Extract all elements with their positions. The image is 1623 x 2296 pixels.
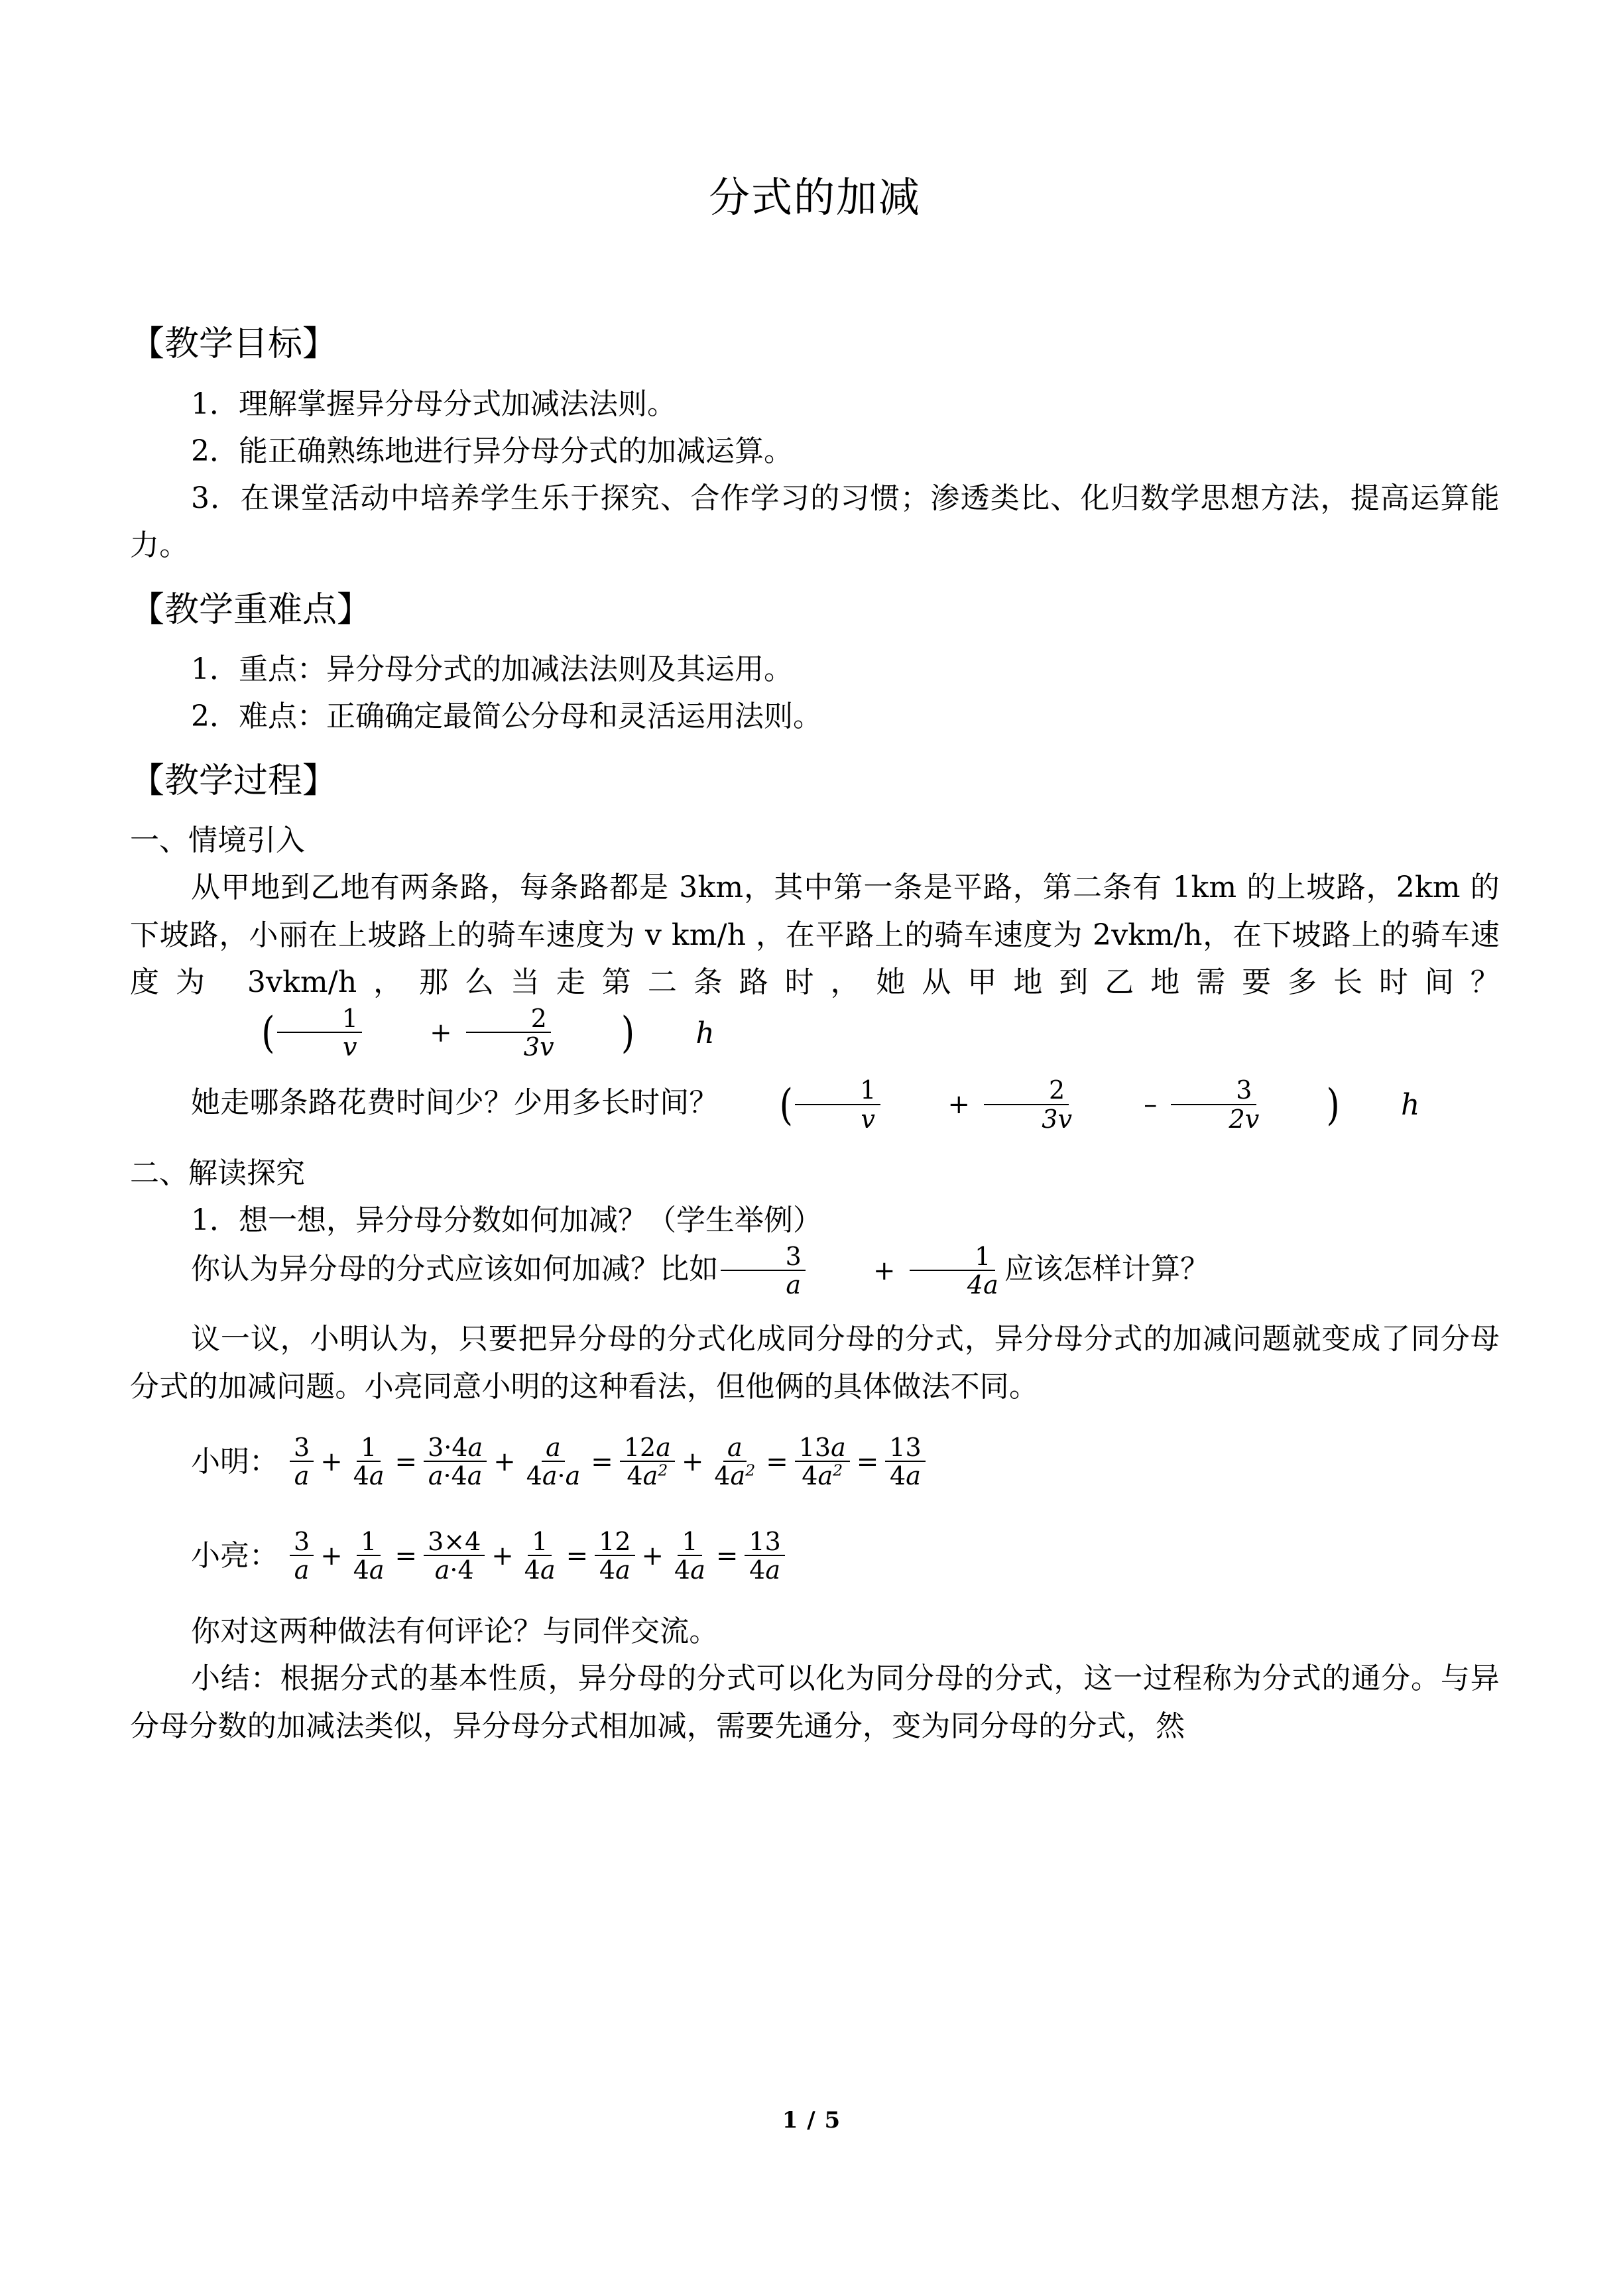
formula2-close-paren: ) <box>1326 1080 1341 1130</box>
fraction-numerator: 13a <box>795 1435 850 1462</box>
word-problem-text: 从甲地到乙地有两条路，每条路都是 3km，其中第一条是平路，第二条有 1km 的上坡路，2km 的下坡路，小丽在上坡路上的骑车速度为 v km/h ，在平路上的骑车速度为 2vkm/h，在下坡路上的骑车速度为 3vkm/h，那么当走第二条路时，她从甲地到乙地需要多长时间？ <box>130 871 1500 999</box>
fraction-numerator: 3·4a <box>424 1435 487 1462</box>
equation-operator: + <box>681 1446 704 1477</box>
fraction-numerator: 3 <box>290 1529 314 1556</box>
fraction-denominator: a·4 <box>434 1555 474 1585</box>
fraction-denominator: 4a <box>890 1461 921 1490</box>
formula1-open-paren: ( <box>261 1008 275 1058</box>
word-problem-question-2 <box>130 1077 1500 1132</box>
fraction-denominator: a·4a <box>428 1461 483 1490</box>
equation-fraction-11 <box>670 1526 709 1585</box>
fraction-denominator: 4a·a <box>526 1461 581 1490</box>
equation-operator: = <box>591 1446 613 1477</box>
fraction-numerator: a <box>542 1435 565 1462</box>
equation-fraction-13 <box>795 1432 850 1490</box>
formula2-term-2: $\frac{2}{3v}$ <box>977 1077 1076 1132</box>
fraction-numerator: a <box>723 1435 747 1462</box>
equation-fraction-3 <box>349 1526 389 1585</box>
equation-operator: + <box>320 1446 343 1477</box>
fraction-numerator: 3×4 <box>424 1529 485 1556</box>
section-heading-key-points: 【教学重难点】 <box>130 589 372 630</box>
fraction-denominator: $4a^2$ <box>714 1461 756 1490</box>
key-point-item-1: 1．重点：异分母分式的加减法法则及其运用。 <box>191 652 793 687</box>
fraction-numerator: 1 <box>528 1529 552 1556</box>
process-part-two-label: 二、解读探究 <box>130 1156 305 1190</box>
fraction-numerator: 1 <box>357 1529 381 1556</box>
section-heading-objectives: 【教学目标】 <box>130 324 337 365</box>
section-heading-process: 【教学过程】 <box>130 760 337 801</box>
equation-fraction-11 <box>710 1432 759 1490</box>
fraction-denominator: $4a^2$ <box>627 1461 668 1490</box>
question-2-text: 她走哪条路花费时间少？少用多长时间？ <box>191 1086 719 1120</box>
page-title: 分式的加减 <box>708 173 921 221</box>
fraction-denominator: 4a <box>749 1555 781 1585</box>
equation-operator: = <box>394 1446 418 1477</box>
fraction-numerator: 13 <box>745 1529 784 1556</box>
fraction-denominator: a <box>294 1555 310 1585</box>
example-term-1: $\frac{3}{a}$ <box>721 1244 806 1298</box>
formula2-open-paren: ( <box>779 1080 794 1130</box>
fraction-numerator: 1 <box>357 1435 381 1462</box>
fraction-denominator: 4a <box>353 1461 385 1490</box>
formula1-close-paren: ) <box>621 1008 635 1058</box>
objective-item-1: 1．理解掌握异分母分式加减法法则。 <box>191 387 676 421</box>
equation-xiaoliang <box>130 1514 1500 1599</box>
equation-operator: = <box>394 1540 418 1571</box>
objective-item-2: 2．能正确熟练地进行异分母分式的加减运算。 <box>191 434 793 468</box>
objective-item-3: 3．在课堂活动中培养学生乐于探究、合作学习的习惯；渗透类比、化归数学思想方法，提高运算能力。 <box>130 481 1500 563</box>
fraction-denominator: $4a^2$ <box>802 1461 843 1490</box>
fraction-denominator: 4a <box>353 1555 385 1585</box>
fraction-denominator: 4a <box>599 1555 631 1585</box>
explore-item-1-followup <box>130 1244 1500 1298</box>
equation-xiaoming-label: 小明： <box>191 1444 278 1479</box>
equation-fraction-9 <box>595 1526 634 1585</box>
equation-fraction-1 <box>290 1526 314 1585</box>
equation-operator: + <box>641 1540 664 1571</box>
example-operator: + <box>873 1255 896 1286</box>
fraction-numerator: 12 <box>595 1529 634 1556</box>
formula-time-difference <box>719 1077 1420 1132</box>
equation-fraction-15 <box>885 1432 925 1490</box>
equation-fraction-7 <box>520 1526 560 1585</box>
formula1-term-1: $\frac{1}{v}$ <box>277 1006 362 1060</box>
fraction-denominator: 4a <box>674 1555 705 1585</box>
example-term-2: $\frac{1}{4a}$ <box>902 1244 1002 1298</box>
formula2-unit: h <box>1401 1087 1420 1122</box>
formula2-operator-2: – <box>1144 1089 1158 1120</box>
formula1-term-2: $\frac{2}{3v}$ <box>459 1006 558 1060</box>
fraction-numerator: 12a <box>620 1435 675 1462</box>
page-footer: 1 / 5 <box>782 2107 841 2134</box>
formula1-operator-1: + <box>430 1017 452 1048</box>
equation-xiaoliang-label: 小亮： <box>191 1538 278 1573</box>
equation-xiaoliang-body <box>288 1526 787 1585</box>
fraction-denominator: a <box>294 1461 310 1490</box>
followup-suffix: 应该怎样计算？ <box>1004 1252 1210 1286</box>
equation-fraction-5 <box>424 1526 485 1585</box>
equation-operator: = <box>566 1540 589 1571</box>
fraction-numerator: 13 <box>885 1435 925 1462</box>
formula-total-time <box>130 1006 715 1060</box>
discussion-paragraph: 议一议，小明认为，只要把异分母的分式化成同分母的分式，异分母分式的加减问题就变成了同分母分式的加减问题。小亮同意小明的这种看法，但他俩的具体做法不同。 <box>130 1322 1500 1404</box>
formula1-unit: h <box>695 1016 715 1050</box>
equation-operator: + <box>491 1540 514 1571</box>
equation-operator: + <box>320 1540 343 1571</box>
page-content <box>130 0 1500 1750</box>
equation-operator: = <box>766 1446 788 1477</box>
followup-prefix: 你认为异分母的分式应该如何加减？比如 <box>191 1252 719 1286</box>
summary-paragraph: 小结：根据分式的基本性质，异分母的分式可以化为同分母的分式，这一过程称为分式的通分。与异分母分数的加减法类似，异分母分式相加减，需要先通分，变为同分母的分式，然 <box>130 1662 1500 1743</box>
fraction-numerator: 1 <box>678 1529 701 1556</box>
process-part-one-label: 一、情境引入 <box>130 823 305 858</box>
formula2-term-3: $\frac{3}{2v}$ <box>1164 1077 1263 1132</box>
comment-prompt-paragraph: 你对这两种做法有何评论？与同伴交流。 <box>191 1614 719 1648</box>
equation-fraction-13 <box>745 1526 784 1585</box>
fraction-numerator: 3 <box>290 1435 314 1462</box>
equation-operator: + <box>493 1446 516 1477</box>
equation-fraction-9 <box>620 1432 675 1490</box>
equation-fraction-7 <box>522 1432 585 1490</box>
equation-fraction-3 <box>349 1432 389 1490</box>
equation-fraction-1 <box>290 1432 314 1490</box>
fraction-denominator: 4a <box>524 1555 556 1585</box>
explore-item-1: 1．想一想，异分母分数如何加减？（学生举例） <box>191 1203 822 1237</box>
equation-fraction-5 <box>424 1432 487 1490</box>
formula-example-sum <box>719 1244 1004 1298</box>
formula2-operator-1: + <box>947 1089 971 1120</box>
formula2-term-1: $\frac{1}{v}$ <box>795 1077 880 1132</box>
equation-operator: = <box>715 1540 739 1571</box>
key-point-item-2: 2．难点：正确确定最简公分母和灵活运用法则。 <box>191 699 822 734</box>
word-problem-paragraph <box>130 864 1500 1060</box>
equation-xiaoming <box>130 1420 1500 1504</box>
equation-xiaoming-body <box>288 1432 928 1490</box>
equation-operator: = <box>856 1446 879 1477</box>
